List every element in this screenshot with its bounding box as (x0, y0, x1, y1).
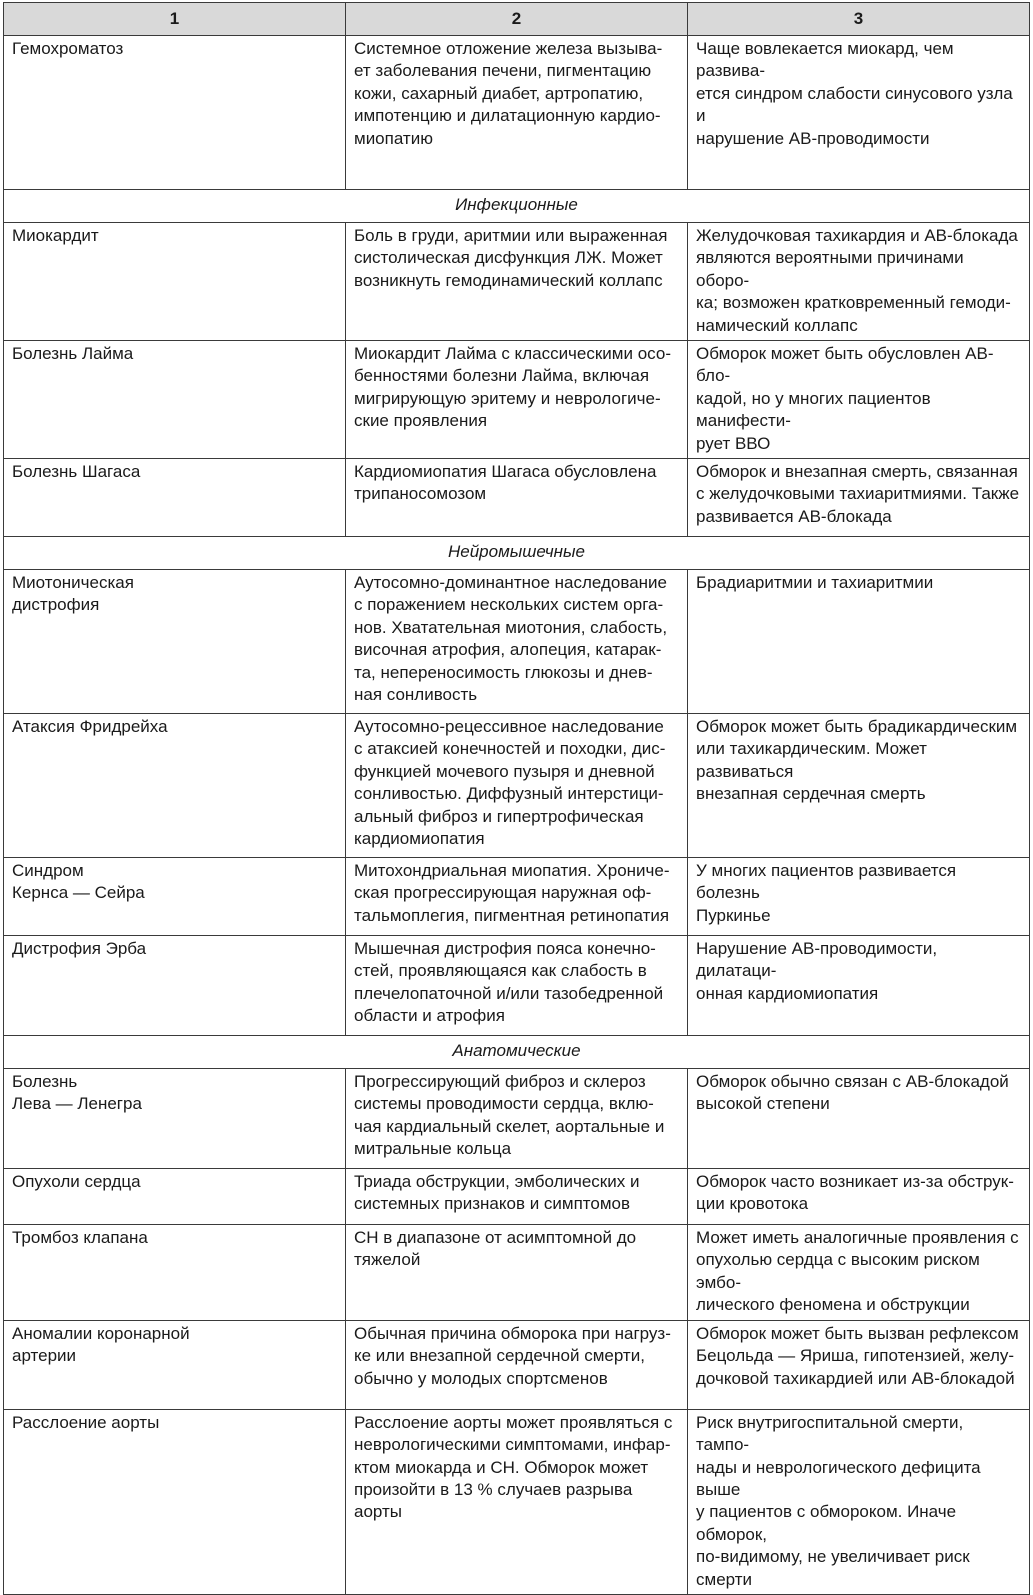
cell-text: Прогрессирующий фиброз и склероз системы проводимости сердца, вклю- чая кардиальный скелет, аортальные и митральные кольца (354, 1072, 665, 1159)
condition-cell (4, 570, 346, 714)
description-cell (346, 570, 688, 714)
cell-text: СН в диапазоне от асимптомной до тяжелой (354, 1228, 637, 1270)
table-row (4, 858, 1030, 936)
description-cell (346, 36, 688, 190)
syncope-features-cell (688, 223, 1030, 341)
table-row (4, 1225, 1030, 1321)
syncope-features-cell (688, 858, 1030, 936)
description-cell (346, 714, 688, 858)
cell-text: Боль в груди, аритмии или выраженная систолическая дисфункция ЛЖ. Может возникнуть гемодинамический коллапс (354, 226, 668, 290)
cell-text: Риск внутригоспитальной смерти, тампо- нады и неврологического дефицита выше у пациентов с обмороком. Иначе обморок, по-видимому, не увеличивает риск смерти (696, 1412, 981, 1589)
condition-cell (4, 936, 346, 1036)
table-row (4, 714, 1030, 858)
column-header-2: 2 (346, 3, 688, 36)
syncope-features-cell (688, 1409, 1030, 1594)
description-cell (346, 1069, 688, 1169)
syncope-features-cell (688, 1225, 1030, 1321)
cell-text: Обморок может быть вызван рефлексом Бецольда — Яриша, гипотензией, желу- дочковой тахикардией или АВ-блокадой (696, 1323, 1019, 1388)
description-cell (346, 223, 688, 341)
condition-cell (4, 1169, 346, 1225)
syncope-features-cell (688, 714, 1030, 858)
section-header-row (4, 1036, 1030, 1069)
column-header-3: 3 (688, 3, 1030, 36)
cell-text: Гемохроматоз (12, 39, 124, 58)
section-label: Нейромышечные (4, 537, 1030, 570)
table-row (4, 459, 1030, 537)
cell-text: Синдром Кернса — Сейра (12, 861, 145, 903)
syncope-features-cell (688, 570, 1030, 714)
section-label: Анатомические (4, 1036, 1030, 1069)
cell-text: Атаксия Фридрейха (12, 717, 168, 737)
condition-cell (4, 1225, 346, 1321)
cell-text: Обморок может быть обусловлен АВ-бло- кадой, но у многих пациентов манифести- рует ВВО (696, 344, 994, 453)
cell-text: Обычная причина обморока при нагруз- ке или внезапной сердечной смерти, обычно у молодых спортсменов (354, 1323, 671, 1388)
condition-cell (4, 36, 346, 190)
cell-text: Аутосомно-доминантное наследование с поражением нескольких систем орга- нов. Хватательная миотония, слабость, височная атрофия, алопеция, катарак- та, непереносимость глюкозы и днев- ная сонливость (354, 573, 668, 705)
cell-text: Опухоли сердца (12, 1172, 141, 1192)
table-row (4, 570, 1030, 714)
syncope-features-cell (688, 936, 1030, 1036)
table-row (4, 1069, 1030, 1169)
condition-cell (4, 341, 346, 459)
cell-text: Обморок может быть брадикардическим или тахикардическим. Может развиваться внезапная сердечная смерть (696, 717, 1018, 804)
condition-cell (4, 1069, 346, 1169)
description-cell (346, 858, 688, 936)
cell-text: Обморок и внезапная смерть, связанная с желудочковыми тахиаритмиями. Также развивается АВ-блокада (696, 462, 1020, 526)
description-cell (346, 341, 688, 459)
description-cell (346, 1225, 688, 1321)
cell-text: Желудочковая тахикардия и АВ-блокада являются вероятными причинами оборо- ка; возможен кратковременный гемоди- намический коллапс (696, 226, 1018, 335)
cell-text: Чаще вовлекается миокард, чем развива- ется синдром слабости синусового узла и нарушение АВ-проводимости (696, 39, 1013, 148)
cell-text: Обморок часто возникает из-за обструк- ции кровотока (696, 1172, 1014, 1214)
cell-text: Системное отложение железа вызыва- ет заболевания печени, пигментацию кожи, сахарный диабет, артропатию, импотенцию и дилатационную кардио- миопатию (354, 39, 663, 148)
cell-text: Расслоение аорты (12, 1412, 160, 1432)
syncope-features-cell (688, 1069, 1030, 1169)
cell-text: Мышечная дистрофия пояса конечно- стей, проявляющаяся как слабость в плечелопаточной и/или тазобедренной области и атрофия (354, 939, 664, 1026)
cell-text: Аномалии коронарной артерии (12, 1323, 190, 1366)
section-label: Инфекционные (4, 190, 1030, 223)
cell-text: Миокардит (12, 226, 99, 245)
table-body (4, 36, 1030, 1595)
cell-text: Болезнь Шагаса (12, 462, 141, 482)
table-row (4, 36, 1030, 190)
cell-text: Миотоническая дистрофия (12, 573, 134, 615)
condition-cell (4, 1320, 346, 1409)
cell-text: Может иметь аналогичные проявления с опухолью сердца с высоким риском эмбо- лического феномена и обструкции (696, 1228, 1019, 1315)
column-header-1: 1 (4, 3, 346, 36)
cell-text: Обморок обычно связан с АВ-блокадой высокой степени (696, 1072, 1009, 1114)
table-row (4, 223, 1030, 341)
syncope-features-cell (688, 1169, 1030, 1225)
condition-cell (4, 1409, 346, 1594)
description-cell (346, 1320, 688, 1409)
cell-text: Тромбоз клапана (12, 1228, 148, 1248)
cell-text: Расслоение аорты может проявляться с неврологическими симптомами, инфар- ктом миокарда и СН. Обморок может произойти в 13 % случаев разрыва аорты (354, 1412, 673, 1522)
section-header-row (4, 190, 1030, 223)
condition-cell (4, 858, 346, 936)
table-row (4, 1169, 1030, 1225)
description-cell (346, 936, 688, 1036)
condition-cell (4, 714, 346, 858)
cell-text: У многих пациентов развивается болезнь Пуркинье (696, 861, 957, 925)
description-cell (346, 459, 688, 537)
cell-text: Миокардит Лайма с классическими осо- бенностями болезни Лайма, включая мигрирующую эритему и неврологиче- ские проявления (354, 344, 671, 431)
cell-text: Митохондриальная миопатия. Хрониче- ская прогрессирующая наружная оф- тальмоплегия, пигментная ретинопатия (354, 861, 670, 925)
syncope-features-cell (688, 341, 1030, 459)
cell-text: Болезнь Лева — Ленегра (12, 1072, 142, 1114)
syncope-features-cell (688, 1320, 1030, 1409)
table-row (4, 1409, 1030, 1594)
cell-text: Аутосомно-рецессивное наследование с атаксией конечностей и походки, дис- функцией мочевого пузыря и дневной сонливостью. Диффузный интерстици- альный фиброз и гипертрофическая кардиомиопатия (354, 717, 666, 849)
section-header-row (4, 537, 1030, 570)
table-row (4, 936, 1030, 1036)
clinical-table (3, 2, 1030, 1595)
syncope-features-cell (688, 36, 1030, 190)
table-row (4, 1320, 1030, 1409)
cell-text: Триада обструкции, эмболических и системных признаков и симптомов (354, 1172, 640, 1214)
cell-text: Нарушение АВ-проводимости, дилатаци- онная кардиомиопатия (696, 939, 938, 1003)
cell-text: Дистрофия Эрба (12, 939, 147, 959)
condition-cell (4, 223, 346, 341)
cell-text: Брадиаритмии и тахиаритмии (696, 573, 934, 593)
description-cell (346, 1169, 688, 1225)
table-header-row (4, 3, 1030, 36)
syncope-features-cell (688, 459, 1030, 537)
table-row (4, 341, 1030, 459)
cell-text: Болезнь Лайма (12, 344, 134, 364)
description-cell (346, 1409, 688, 1594)
condition-cell (4, 459, 346, 537)
cell-text: Кардиомиопатия Шагаса обусловлена трипаносомозом (354, 462, 657, 504)
